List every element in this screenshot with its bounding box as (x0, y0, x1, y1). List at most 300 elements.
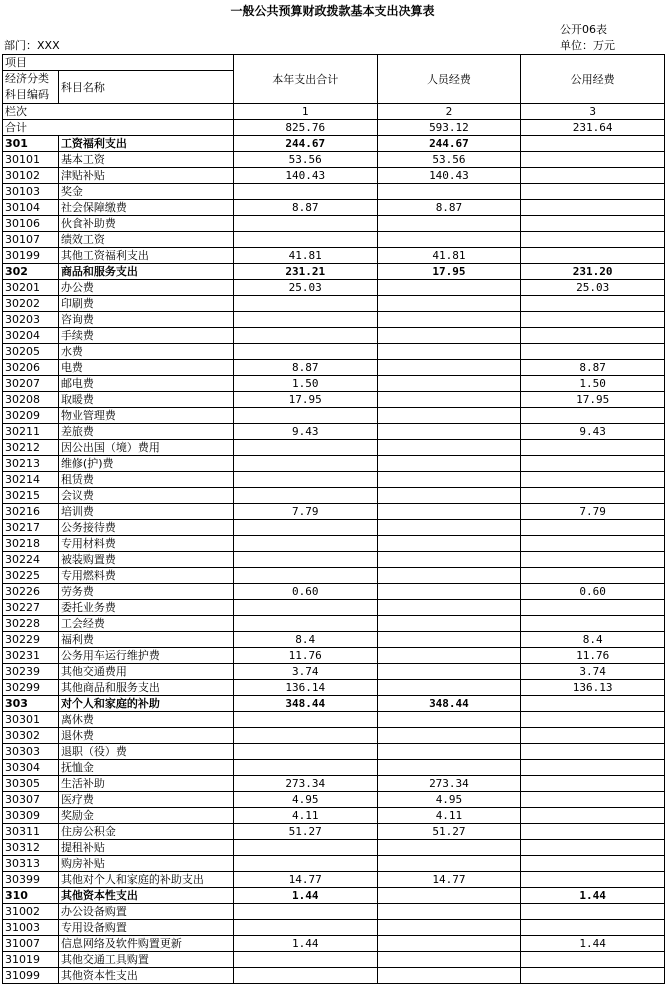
row-public: 11.76 (521, 648, 665, 664)
row-personnel (377, 936, 521, 952)
row-public (521, 456, 665, 472)
row-personnel (377, 504, 521, 520)
row-public (521, 904, 665, 920)
row-personnel (377, 392, 521, 408)
row-code: 30311 (3, 824, 59, 840)
row-code: 310 (3, 888, 59, 904)
table-row (3, 776, 665, 792)
row-name: 其他资本性支出 (58, 968, 233, 984)
row-code: 30299 (3, 680, 59, 696)
row-total: 140.43 (233, 168, 377, 184)
table-row (3, 168, 665, 184)
column-index-2: 2 (377, 104, 521, 120)
table-row (3, 760, 665, 776)
row-code: 30313 (3, 856, 59, 872)
row-personnel (377, 232, 521, 248)
row-name: 伙食补助费 (58, 216, 233, 232)
row-total: 4.95 (233, 792, 377, 808)
row-personnel (377, 488, 521, 504)
row-personnel (377, 712, 521, 728)
row-code: 30205 (3, 344, 59, 360)
row-code: 30203 (3, 312, 59, 328)
row-name: 租赁费 (58, 472, 233, 488)
table-row (3, 504, 665, 520)
row-code: 30225 (3, 568, 59, 584)
row-name: 手续费 (58, 328, 233, 344)
table-row (3, 424, 665, 440)
row-public (521, 536, 665, 552)
row-total: 244.67 (233, 136, 377, 152)
row-name: 退休费 (58, 728, 233, 744)
row-public (521, 344, 665, 360)
row-public (521, 600, 665, 616)
row-name: 抚恤金 (58, 760, 233, 776)
row-total (233, 968, 377, 984)
row-code: 30209 (3, 408, 59, 424)
row-public (521, 952, 665, 968)
row-public: 8.4 (521, 632, 665, 648)
row-personnel (377, 184, 521, 200)
table-row (3, 856, 665, 872)
row-name: 其他交通费用 (58, 664, 233, 680)
row-total (233, 856, 377, 872)
row-public (521, 408, 665, 424)
row-name: 绩效工资 (58, 232, 233, 248)
row-code: 31099 (3, 968, 59, 984)
row-total: 51.27 (233, 824, 377, 840)
row-name: 工资福利支出 (58, 136, 233, 152)
row-name: 购房补贴 (58, 856, 233, 872)
row-personnel: 8.87 (377, 200, 521, 216)
row-name: 水费 (58, 344, 233, 360)
row-personnel (377, 744, 521, 760)
row-total: 8.87 (233, 360, 377, 376)
row-total: 17.95 (233, 392, 377, 408)
row-total: 231.21 (233, 264, 377, 280)
row-total: 1.50 (233, 376, 377, 392)
row-personnel (377, 840, 521, 856)
row-code: 30304 (3, 760, 59, 776)
row-public: 0.60 (521, 584, 665, 600)
row-personnel (377, 456, 521, 472)
row-name: 工会经费 (58, 616, 233, 632)
row-name: 被装购置费 (58, 552, 233, 568)
row-total: 1.44 (233, 936, 377, 952)
row-code: 30107 (3, 232, 59, 248)
row-total: 9.43 (233, 424, 377, 440)
table-row (3, 456, 665, 472)
row-total (233, 472, 377, 488)
row-total (233, 344, 377, 360)
table-row (3, 152, 665, 168)
row-code: 30103 (3, 184, 59, 200)
row-name: 其他工资福利支出 (58, 248, 233, 264)
table-row (3, 744, 665, 760)
row-total: 7.79 (233, 504, 377, 520)
total-row-personnel: 593.12 (377, 120, 521, 136)
table-row (3, 808, 665, 824)
row-personnel (377, 536, 521, 552)
row-code: 30214 (3, 472, 59, 488)
table-row (3, 184, 665, 200)
row-public (521, 920, 665, 936)
total-row-label: 合计 (3, 120, 234, 136)
row-personnel: 51.27 (377, 824, 521, 840)
row-personnel (377, 632, 521, 648)
row-code: 301 (3, 136, 59, 152)
row-code: 30229 (3, 632, 59, 648)
row-personnel (377, 424, 521, 440)
row-public (521, 824, 665, 840)
row-total: 8.87 (233, 200, 377, 216)
row-code: 30239 (3, 664, 59, 680)
row-name: 提租补贴 (58, 840, 233, 856)
row-code: 302 (3, 264, 59, 280)
row-public (521, 472, 665, 488)
row-personnel (377, 904, 521, 920)
row-code: 31007 (3, 936, 59, 952)
table-row (3, 936, 665, 952)
row-total (233, 408, 377, 424)
row-name: 其他资本性支出 (58, 888, 233, 904)
row-code: 30104 (3, 200, 59, 216)
row-code: 30217 (3, 520, 59, 536)
row-name: 专用材料费 (58, 536, 233, 552)
row-total: 0.60 (233, 584, 377, 600)
row-code: 30101 (3, 152, 59, 168)
row-name: 物业管理费 (58, 408, 233, 424)
row-code: 30215 (3, 488, 59, 504)
row-total: 136.14 (233, 680, 377, 696)
row-code: 30102 (3, 168, 59, 184)
table-row (3, 664, 665, 680)
table-row (3, 696, 665, 712)
row-code: 31003 (3, 920, 59, 936)
row-name: 专用燃料费 (58, 568, 233, 584)
row-personnel (377, 664, 521, 680)
row-code: 30199 (3, 248, 59, 264)
row-code: 30312 (3, 840, 59, 856)
row-public (521, 296, 665, 312)
row-name: 其他商品和服务支出 (58, 680, 233, 696)
row-total: 273.34 (233, 776, 377, 792)
row-public (521, 168, 665, 184)
column-index-1: 1 (233, 104, 377, 120)
row-personnel: 348.44 (377, 696, 521, 712)
row-total (233, 728, 377, 744)
row-name: 电费 (58, 360, 233, 376)
row-name: 基本工资 (58, 152, 233, 168)
row-public: 1.44 (521, 936, 665, 952)
total-row-public: 231.64 (521, 120, 665, 136)
row-personnel: 140.43 (377, 168, 521, 184)
row-personnel (377, 328, 521, 344)
row-personnel (377, 760, 521, 776)
public-header: 公用经费 (521, 55, 665, 104)
row-code: 30208 (3, 392, 59, 408)
row-name: 咨询费 (58, 312, 233, 328)
table-row (3, 584, 665, 600)
row-total: 14.77 (233, 872, 377, 888)
row-public: 231.20 (521, 264, 665, 280)
row-name: 津贴补贴 (58, 168, 233, 184)
row-personnel (377, 312, 521, 328)
row-code: 31002 (3, 904, 59, 920)
code-header: 经济分类科目编码 (3, 71, 59, 104)
row-code: 30202 (3, 296, 59, 312)
row-name: 医疗费 (58, 792, 233, 808)
row-code: 30307 (3, 792, 59, 808)
row-public (521, 248, 665, 264)
column-index-label: 栏次 (3, 104, 234, 120)
row-total (233, 920, 377, 936)
row-total (233, 904, 377, 920)
row-personnel (377, 888, 521, 904)
row-code: 30206 (3, 360, 59, 376)
row-personnel (377, 920, 521, 936)
row-public (521, 616, 665, 632)
row-public (521, 856, 665, 872)
row-name: 公务用车运行维护费 (58, 648, 233, 664)
table-row (3, 728, 665, 744)
row-code: 30201 (3, 280, 59, 296)
row-total (233, 440, 377, 456)
row-name: 印刷费 (58, 296, 233, 312)
table-row (3, 824, 665, 840)
row-code: 30204 (3, 328, 59, 344)
row-total (233, 712, 377, 728)
row-personnel: 4.11 (377, 808, 521, 824)
row-personnel (377, 952, 521, 968)
row-code: 30303 (3, 744, 59, 760)
row-personnel (377, 440, 521, 456)
row-personnel: 273.34 (377, 776, 521, 792)
table-row (3, 920, 665, 936)
table-row (3, 376, 665, 392)
table-row (3, 520, 665, 536)
row-name: 商品和服务支出 (58, 264, 233, 280)
form-number: 公开06表 (560, 23, 607, 36)
row-total (233, 296, 377, 312)
table-row (3, 232, 665, 248)
row-code: 303 (3, 696, 59, 712)
row-name: 公务接待费 (58, 520, 233, 536)
row-code: 30207 (3, 376, 59, 392)
row-code: 30231 (3, 648, 59, 664)
row-public (521, 216, 665, 232)
row-name: 奖励金 (58, 808, 233, 824)
report-title: 一般公共预算财政拨款基本支出决算表 (230, 4, 435, 18)
row-name: 奖金 (58, 184, 233, 200)
row-code: 30227 (3, 600, 59, 616)
row-total (233, 552, 377, 568)
row-personnel (377, 600, 521, 616)
row-total (233, 520, 377, 536)
row-code: 31019 (3, 952, 59, 968)
row-code: 30212 (3, 440, 59, 456)
row-public (521, 696, 665, 712)
row-public: 8.87 (521, 360, 665, 376)
row-personnel: 41.81 (377, 248, 521, 264)
table-row (3, 216, 665, 232)
row-code: 30309 (3, 808, 59, 824)
row-name: 差旅费 (58, 424, 233, 440)
row-public (521, 744, 665, 760)
row-personnel (377, 728, 521, 744)
row-personnel (377, 360, 521, 376)
table-row (3, 968, 665, 984)
row-total (233, 536, 377, 552)
table-row (3, 632, 665, 648)
row-code: 30399 (3, 872, 59, 888)
row-public (521, 440, 665, 456)
table-row (3, 344, 665, 360)
row-personnel (377, 344, 521, 360)
row-name: 信息网络及软件购置更新 (58, 936, 233, 952)
row-name: 会议费 (58, 488, 233, 504)
row-public: 136.13 (521, 680, 665, 696)
row-public (521, 328, 665, 344)
column-index-3: 3 (521, 104, 665, 120)
row-name: 取暖费 (58, 392, 233, 408)
table-row (3, 536, 665, 552)
row-personnel (377, 520, 521, 536)
row-code: 30301 (3, 712, 59, 728)
row-name: 劳务费 (58, 584, 233, 600)
row-code: 30106 (3, 216, 59, 232)
row-public: 17.95 (521, 392, 665, 408)
table-row (3, 792, 665, 808)
table-row (3, 840, 665, 856)
row-name: 维修(护)费 (58, 456, 233, 472)
row-name: 办公设备购置 (58, 904, 233, 920)
table-row (3, 280, 665, 296)
row-public (521, 520, 665, 536)
row-public (521, 488, 665, 504)
row-name: 委托业务费 (58, 600, 233, 616)
row-public: 25.03 (521, 280, 665, 296)
row-public (521, 312, 665, 328)
row-total (233, 600, 377, 616)
row-personnel (377, 408, 521, 424)
row-name: 离休费 (58, 712, 233, 728)
row-personnel (377, 616, 521, 632)
table-row (3, 712, 665, 728)
expenditure-table (2, 54, 665, 984)
row-total (233, 744, 377, 760)
row-personnel (377, 376, 521, 392)
department-label: 部门：XXX (4, 39, 60, 52)
row-personnel: 17.95 (377, 264, 521, 280)
row-personnel (377, 584, 521, 600)
table-row (3, 488, 665, 504)
row-total: 53.56 (233, 152, 377, 168)
total-header: 本年支出合计 (233, 55, 377, 104)
table-row (3, 472, 665, 488)
table-row (3, 264, 665, 280)
table-row (3, 328, 665, 344)
row-public (521, 568, 665, 584)
row-total: 348.44 (233, 696, 377, 712)
row-total (233, 328, 377, 344)
row-total: 3.74 (233, 664, 377, 680)
personnel-header: 人员经费 (377, 55, 521, 104)
row-name: 社会保障缴费 (58, 200, 233, 216)
row-name: 专用设备购置 (58, 920, 233, 936)
row-public (521, 728, 665, 744)
row-public (521, 552, 665, 568)
row-name: 因公出国（境）费用 (58, 440, 233, 456)
row-code: 30218 (3, 536, 59, 552)
row-code: 30216 (3, 504, 59, 520)
table-row (3, 440, 665, 456)
row-personnel (377, 968, 521, 984)
row-total (233, 232, 377, 248)
row-personnel: 53.56 (377, 152, 521, 168)
row-code: 30224 (3, 552, 59, 568)
row-total: 1.44 (233, 888, 377, 904)
row-total: 11.76 (233, 648, 377, 664)
table-row (3, 408, 665, 424)
row-public: 1.44 (521, 888, 665, 904)
row-total: 8.4 (233, 632, 377, 648)
table-row (3, 136, 665, 152)
table-row (3, 392, 665, 408)
row-public (521, 184, 665, 200)
row-personnel (377, 568, 521, 584)
row-code: 30228 (3, 616, 59, 632)
row-public (521, 152, 665, 168)
item-header: 项目 (3, 55, 234, 71)
row-public (521, 760, 665, 776)
row-total: 41.81 (233, 248, 377, 264)
row-code: 30305 (3, 776, 59, 792)
row-public (521, 776, 665, 792)
row-personnel (377, 856, 521, 872)
row-name: 培训费 (58, 504, 233, 520)
row-name: 福利费 (58, 632, 233, 648)
row-code: 30213 (3, 456, 59, 472)
row-total (233, 616, 377, 632)
table-row (3, 552, 665, 568)
table-row (3, 952, 665, 968)
name-header: 科目名称 (58, 71, 233, 104)
row-personnel (377, 296, 521, 312)
table-row (3, 648, 665, 664)
row-name: 生活补助 (58, 776, 233, 792)
row-name: 退职（役）费 (58, 744, 233, 760)
row-public (521, 840, 665, 856)
row-code: 30226 (3, 584, 59, 600)
table-row (3, 568, 665, 584)
row-public (521, 136, 665, 152)
row-total (233, 760, 377, 776)
row-name: 邮电费 (58, 376, 233, 392)
row-total (233, 184, 377, 200)
row-public (521, 792, 665, 808)
row-public: 1.50 (521, 376, 665, 392)
row-total (233, 216, 377, 232)
table-row (3, 248, 665, 264)
row-name: 其他对个人和家庭的补助支出 (58, 872, 233, 888)
row-name: 其他交通工具购置 (58, 952, 233, 968)
row-public: 7.79 (521, 504, 665, 520)
row-code: 30302 (3, 728, 59, 744)
row-public (521, 968, 665, 984)
row-public (521, 808, 665, 824)
table-row (3, 872, 665, 888)
table-row (3, 296, 665, 312)
